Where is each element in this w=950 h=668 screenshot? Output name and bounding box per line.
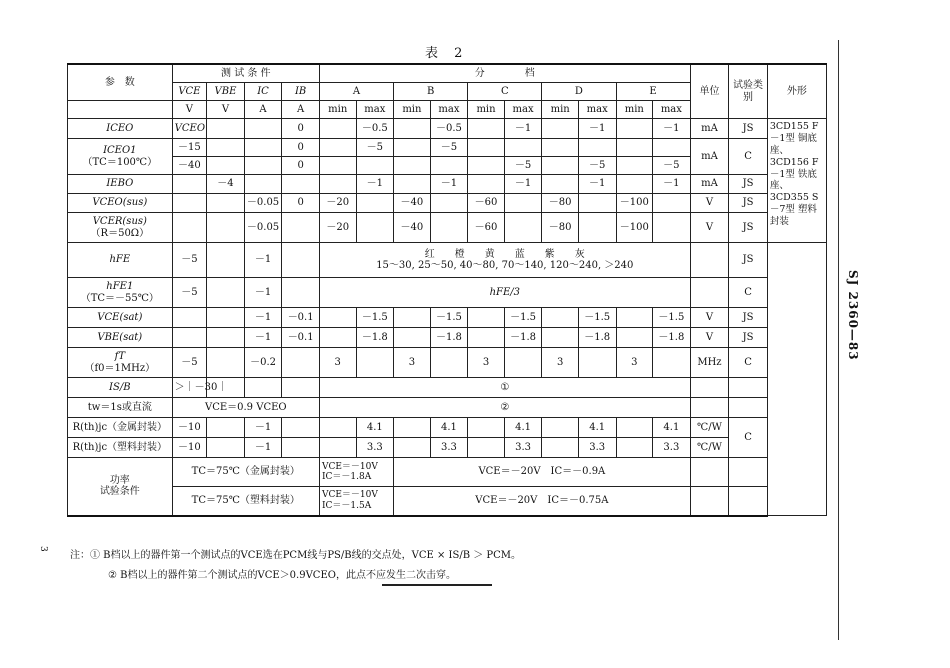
empty-cell [430, 157, 468, 175]
cell: －40 [394, 194, 431, 213]
cell: －1 [504, 175, 542, 194]
empty-cell [207, 348, 245, 378]
note-2: ② B档以上的器件第二个测试点的VCE＞0.9VCEO，此点不应发生二次击穿。 [108, 570, 456, 581]
cell: －80 [542, 194, 579, 213]
param-sub: （TC＝－55℃） [80, 292, 159, 304]
empty-cell [578, 348, 616, 378]
cond-line: VCE＝－10V [321, 490, 378, 501]
cell: －1.8 [504, 328, 542, 348]
empty-cell [578, 194, 616, 213]
cell: －1 [504, 119, 542, 139]
cell: 3.3 [578, 438, 616, 458]
empty-cell [319, 328, 356, 348]
cell: －1.5 [653, 308, 691, 328]
cell: －1 [244, 243, 282, 278]
cell: JS [729, 328, 768, 348]
empty-cell [690, 487, 729, 516]
header-row-1 [68, 64, 827, 83]
empty-cell [356, 194, 394, 213]
end-rule [382, 584, 492, 586]
param-vcer-sus [68, 213, 173, 243]
empty-cell [504, 194, 542, 213]
right-rule [838, 40, 839, 640]
cell: －5 [430, 139, 468, 157]
cell: ② [319, 398, 690, 418]
param-tw: tw＝1s或直流 [68, 398, 173, 418]
empty-cell [468, 157, 505, 175]
cell: TC＝75℃（塑料封装） [172, 487, 319, 516]
cell: －1 [244, 438, 282, 458]
table-row [68, 458, 827, 487]
param-label: 功率 [109, 474, 130, 486]
empty-cell [504, 139, 542, 157]
cell: －0.05 [244, 194, 282, 213]
param-vceo-sus: VCEO(sus) [68, 194, 173, 213]
cell: －1 [244, 278, 282, 308]
empty-cell [394, 175, 431, 194]
empty-cell [207, 418, 245, 438]
empty-cell [244, 175, 282, 194]
cell: －40 [172, 157, 207, 175]
cell: －60 [468, 194, 505, 213]
empty-cell [616, 438, 653, 458]
param-hfe: hFE [68, 243, 173, 278]
cell: VCE＝0.9 VCEO [172, 398, 319, 418]
grade-b: B [394, 83, 468, 101]
empty-cell [319, 157, 356, 175]
cell: －1 [244, 418, 282, 438]
cell: JS [729, 213, 768, 243]
cell: －10 [172, 438, 207, 458]
color-codes: 红 橙 黄 蓝 紫 灰 [424, 248, 585, 260]
table-row [68, 119, 827, 139]
cell: 3 [468, 348, 505, 378]
empty-cell [542, 119, 579, 139]
col-ib: IB [282, 83, 320, 101]
empty-cell [542, 175, 579, 194]
empty-cell [172, 175, 207, 194]
cell: －1.5 [356, 308, 394, 328]
max-label: max [578, 101, 616, 119]
cell: 0 [282, 157, 320, 175]
cell: 4.1 [356, 418, 394, 438]
cell: －5 [172, 243, 207, 278]
cell: －0.2 [244, 348, 282, 378]
grade-e: E [616, 83, 690, 101]
cell: －5 [578, 157, 616, 175]
empty-cell [468, 438, 505, 458]
empty-cell [653, 213, 691, 243]
param-vce-sat: VCE(sat) [68, 308, 173, 328]
outline-cell: 3CD155 F－1型 铜底座、3CD156 F－1型 铁底座、3CD355 S－7型 塑料封装 [767, 119, 826, 243]
param-rth-metal: R(th)jc（金属封装） [68, 418, 173, 438]
empty-cell [394, 438, 431, 458]
empty-cell [172, 308, 207, 328]
cell: JS [729, 243, 768, 278]
empty-cell [282, 243, 320, 278]
table-row [68, 438, 827, 458]
param-hfe1 [68, 278, 173, 308]
cell: V [690, 328, 729, 348]
cell: VCE＝－20V IC＝－0.9A [394, 458, 691, 487]
max-label: max [430, 101, 468, 119]
empty-cell [468, 308, 505, 328]
unit-vbe: V [207, 101, 245, 119]
cell: C [729, 139, 768, 175]
empty-cell [356, 213, 394, 243]
cell: －1.8 [578, 328, 616, 348]
empty-cell [207, 328, 245, 348]
empty-cell [729, 458, 768, 487]
cell: －80 [542, 213, 579, 243]
max-label: max [356, 101, 394, 119]
cell: －0.1 [282, 328, 320, 348]
min-label: min [468, 101, 505, 119]
grade-d: D [542, 83, 616, 101]
param-vbe-sat: VBE(sat) [68, 328, 173, 348]
empty-cell [542, 308, 579, 328]
param-sub: （f0＝1MHz） [84, 362, 156, 374]
empty-cell [690, 458, 729, 487]
empty-cell [172, 194, 207, 213]
cell: －1 [578, 119, 616, 139]
empty-cell [578, 139, 616, 157]
standard-number: SJ 2360—83 [846, 270, 860, 361]
empty-cell [430, 213, 468, 243]
cell: －0.1 [282, 308, 320, 328]
table-row [68, 175, 827, 194]
empty-cell [282, 378, 320, 398]
empty-cell [282, 278, 320, 308]
cell: －100 [616, 194, 653, 213]
col-vce: VCE [172, 83, 207, 101]
empty-cell [767, 243, 826, 516]
param-ft [68, 348, 173, 378]
param-label: VCER(sus) [92, 216, 147, 227]
empty-cell [319, 308, 356, 328]
param-rth-plastic: R(th)jc（塑料封装） [68, 438, 173, 458]
cell: C [729, 278, 768, 308]
table-row [68, 378, 827, 398]
header-test-conditions: 测 试 条 件 [172, 64, 319, 83]
cell: －1.8 [653, 328, 691, 348]
cell: －20 [319, 194, 356, 213]
empty-cell [356, 348, 394, 378]
param-label: hFE1 [106, 281, 134, 292]
unit-ib: A [282, 101, 320, 119]
table-title: 表 2 [425, 46, 469, 61]
hfe-ranges: 15～30, 25～50, 40～80, 70～140, 120～240, ＞240 [376, 260, 634, 271]
empty-cell [207, 213, 245, 243]
empty-cell [729, 398, 768, 418]
cell: 3.3 [504, 438, 542, 458]
empty-cell [616, 119, 653, 139]
spec-table [67, 63, 827, 517]
empty-cell [504, 348, 542, 378]
empty-cell [430, 348, 468, 378]
cell: －1 [653, 175, 691, 194]
cell [319, 458, 393, 487]
cell: 4.1 [578, 418, 616, 438]
empty-cell [542, 157, 579, 175]
empty-cell [207, 194, 245, 213]
empty-cell [319, 418, 356, 438]
empty-cell [282, 213, 320, 243]
min-label: min [542, 101, 579, 119]
table-row [68, 398, 827, 418]
empty-cell [394, 119, 431, 139]
cell: V [690, 194, 729, 213]
unit-vce: V [172, 101, 207, 119]
empty-cell [468, 418, 505, 438]
empty-cell [244, 378, 282, 398]
param-sub: （R＝50Ω） [90, 227, 150, 239]
empty-cell [616, 139, 653, 157]
table-row [68, 487, 827, 516]
cell: VCE＝－20V IC＝－0.75A [394, 487, 691, 516]
header-test-category: 试验类别 [729, 64, 768, 119]
empty-cell [616, 308, 653, 328]
param-iceo: ICEO [68, 119, 173, 139]
min-label: min [394, 101, 431, 119]
empty-cell [244, 139, 282, 157]
param-sub: 试验条件 [99, 486, 140, 498]
table-row [68, 139, 827, 157]
empty-cell [616, 328, 653, 348]
param-iebo: IEBO [68, 175, 173, 194]
cell: 3 [616, 348, 653, 378]
cell: 3.3 [430, 438, 468, 458]
cell: －1.5 [504, 308, 542, 328]
header-param: 参 数 [68, 64, 173, 101]
note-1: 注：① B档以上的器件第一个测试点的VCE选在PCM线与PS/B线的交点处，VCE × IS/B ＞ PCM。 [70, 550, 522, 561]
cell: mA [690, 139, 729, 175]
param-sub: （TC＝100℃） [82, 156, 158, 168]
param-iceo1 [68, 139, 173, 175]
empty-cell [207, 243, 245, 278]
cell: －1.8 [430, 328, 468, 348]
cell: －4 [207, 175, 245, 194]
cond-line: VCE＝－10V [321, 461, 378, 472]
cell: ① [319, 378, 690, 398]
cell: JS [729, 119, 768, 139]
min-label: min [319, 101, 356, 119]
cell: ℃/W [690, 418, 729, 438]
cell: JS [729, 175, 768, 194]
cell: mA [690, 119, 729, 139]
cell: －5 [356, 139, 394, 157]
table-row [68, 278, 827, 308]
cell: ℃/W [690, 438, 729, 458]
empty-cell [578, 213, 616, 243]
table-row [68, 308, 827, 328]
table-row [68, 243, 827, 278]
min-label: min [616, 101, 653, 119]
empty-cell [616, 175, 653, 194]
blank [68, 101, 173, 119]
grade-a: A [319, 83, 393, 101]
table-row [68, 194, 827, 213]
empty-cell [207, 438, 245, 458]
cell: MHz [690, 348, 729, 378]
table-row [68, 213, 827, 243]
table-row [68, 348, 827, 378]
cell: TC＝75℃（金属封装） [172, 458, 319, 487]
cell: －0.05 [244, 213, 282, 243]
cell: －1 [578, 175, 616, 194]
cell: ＞｜－30｜ [172, 378, 207, 398]
cell: hFE/3 [319, 278, 690, 308]
cell: JS [729, 194, 768, 213]
empty-cell [207, 278, 245, 308]
cond-line: IC＝－1.8A [321, 472, 372, 482]
empty-cell [542, 139, 579, 157]
empty-cell [207, 119, 245, 139]
empty-cell [690, 378, 729, 398]
cell: －1.5 [578, 308, 616, 328]
param-power-test [68, 458, 173, 516]
cell: －20 [319, 213, 356, 243]
unit-ic: A [244, 101, 282, 119]
empty-cell [319, 139, 356, 157]
empty-cell [356, 157, 394, 175]
empty-cell [319, 119, 356, 139]
cell: －100 [616, 213, 653, 243]
empty-cell [616, 157, 653, 175]
cell: －1 [653, 119, 691, 139]
param-label: ICEO1 [103, 145, 137, 156]
empty-cell [207, 308, 245, 328]
cell: C [729, 348, 768, 378]
cell: 3 [319, 348, 356, 378]
empty-cell [394, 139, 431, 157]
empty-cell [653, 139, 691, 157]
header-outline: 外形 [767, 64, 826, 119]
hfe-grade-ranges [319, 243, 690, 278]
max-label: max [504, 101, 542, 119]
cell: 0 [282, 119, 320, 139]
cell: －10 [172, 418, 207, 438]
empty-cell [244, 157, 282, 175]
cond-line: IC＝－1.5A [321, 500, 372, 511]
empty-cell [394, 157, 431, 175]
empty-cell [282, 175, 320, 194]
empty-cell [282, 438, 320, 458]
empty-cell [542, 438, 579, 458]
cell: －1.5 [430, 308, 468, 328]
empty-cell [282, 418, 320, 438]
cell: VCEO [172, 119, 207, 139]
empty-cell [729, 487, 768, 516]
cell: －40 [394, 213, 431, 243]
cell: V [690, 213, 729, 243]
empty-cell [319, 438, 356, 458]
table-row [68, 418, 827, 438]
param-isb: IS/B [68, 378, 173, 398]
cell: 0 [282, 139, 320, 157]
empty-cell [468, 139, 505, 157]
cell: 0 [282, 194, 320, 213]
cell: 3.3 [653, 438, 691, 458]
table-row [68, 328, 827, 348]
cell: －1 [430, 175, 468, 194]
empty-cell [244, 119, 282, 139]
cell: －0.5 [430, 119, 468, 139]
cell: －5 [504, 157, 542, 175]
cell: －1 [244, 308, 282, 328]
empty-cell [430, 194, 468, 213]
header-unit: 单位 [690, 64, 729, 119]
page-number: 3 [38, 546, 48, 552]
empty-cell [504, 213, 542, 243]
empty-cell [207, 139, 245, 157]
empty-cell [468, 119, 505, 139]
cell: －0.5 [356, 119, 394, 139]
empty-cell [468, 328, 505, 348]
cell: 4.1 [430, 418, 468, 438]
empty-cell [394, 418, 431, 438]
empty-cell [542, 328, 579, 348]
col-vbe: VBE [207, 83, 245, 101]
cell: －15 [172, 139, 207, 157]
empty-cell [690, 398, 729, 418]
cell: 3.3 [356, 438, 394, 458]
cell: －5 [172, 278, 207, 308]
empty-cell [729, 378, 768, 398]
empty-cell [394, 308, 431, 328]
cell: －60 [468, 213, 505, 243]
cell: 3 [542, 348, 579, 378]
cell: －1 [244, 328, 282, 348]
cell: JS [729, 308, 768, 328]
empty-cell [690, 278, 729, 308]
max-label: max [653, 101, 691, 119]
cell: －5 [172, 348, 207, 378]
col-ic: IC [244, 83, 282, 101]
empty-cell [653, 194, 691, 213]
cell: V [690, 308, 729, 328]
cell: mA [690, 175, 729, 194]
empty-cell [172, 213, 207, 243]
empty-cell [282, 348, 320, 378]
cell: －5 [653, 157, 691, 175]
empty-cell [542, 418, 579, 438]
grade-c: C [468, 83, 542, 101]
cell: 4.1 [653, 418, 691, 438]
empty-cell [616, 418, 653, 438]
empty-cell [653, 348, 691, 378]
empty-cell [319, 175, 356, 194]
cell: 3 [394, 348, 431, 378]
cell: －1 [356, 175, 394, 194]
empty-cell [468, 175, 505, 194]
empty-cell [394, 328, 431, 348]
cell: C [729, 418, 768, 458]
empty-cell [690, 243, 729, 278]
cell: 4.1 [504, 418, 542, 438]
empty-cell [172, 328, 207, 348]
cell [319, 487, 393, 516]
empty-cell [207, 157, 245, 175]
header-grades: 分 档 [319, 64, 690, 83]
cell: －1.8 [356, 328, 394, 348]
param-label: fT [114, 351, 125, 362]
